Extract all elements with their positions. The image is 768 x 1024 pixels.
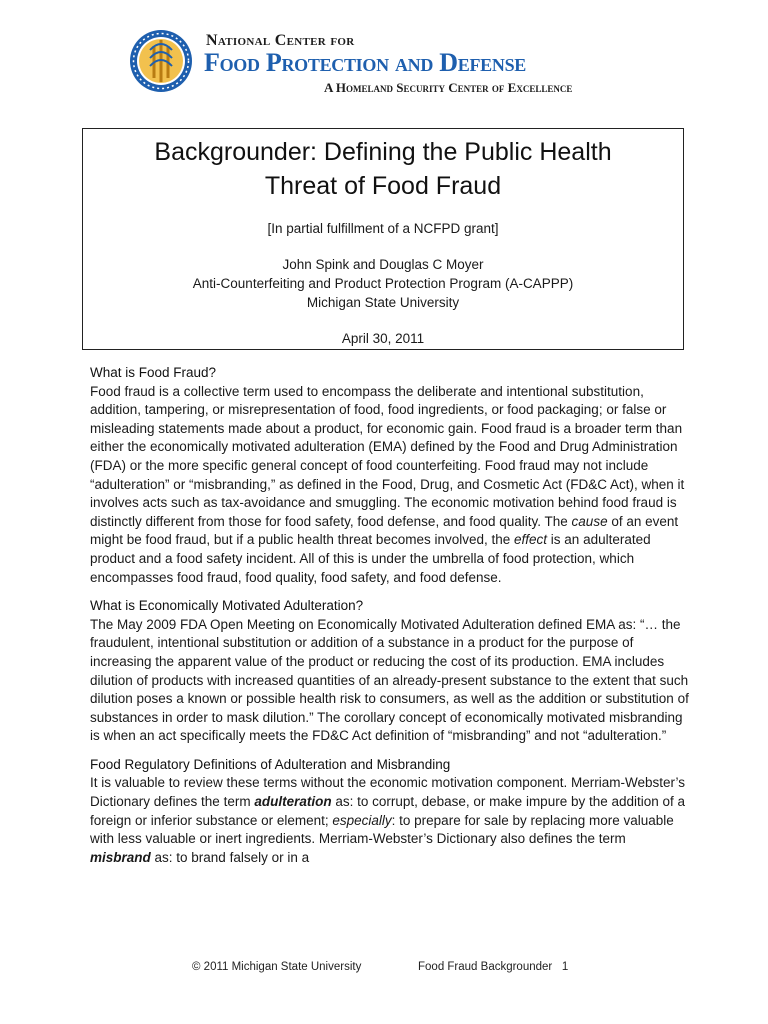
footer-doc-title: Food Fraud Backgrounder xyxy=(418,961,553,973)
footer-doc-info xyxy=(418,961,568,973)
text-span: of an event might be food fraud, but if a public health threat becomes involved, the xyxy=(90,513,679,548)
emphasis-cause: cause xyxy=(571,513,608,529)
paragraph-ema: The May 2009 FDA Open Meeting on Economically Motivated Adulteration defined EMA as: “… the fraudulent, intentional substitution or addition of a substance in a product for the purpose of increasing the apparent value of the product or reducing the cost of its production. EMA includes dilution of products with increased quantities of an already-present substance to the extent that such dilution poses a known or possible health risk to consumers, as well as the addition or substitution of substances in order to mask dilution.” The corollary concept of economically motivated misbranding is when an act specifically meets the FD&C Act definition of “misbranding” and not “adulteration.” xyxy=(90,616,689,744)
term-adulteration: adulteration xyxy=(254,794,332,810)
term-misbrand: misbrand xyxy=(90,849,151,865)
text-span: Food fraud is a collective term used to encompass the deliberate and intentional substitution, addition, tampering, or misrepresentation of food, food ingredients, or food packaging; or false or misleading statements made about a product, for economic gain. Food fraud is a broader term than either the economically motivated adulteration (EMA) defined by the Food and Drug Administration (FDA) or the more specific general concept of food counterfeiting. Food fraud may not include “adulteration” or “misbranding,” as defined in the Food, Drug, and Cosmetic Act (FD&C Act), when it involves acts such as tax-avoidance and smuggling. The economic motivation behind food fraud is distinctly different from those for food safety, food defense, and food quality. The xyxy=(90,383,685,529)
title-line2: Threat of Food Fraud xyxy=(264,172,502,200)
text-span: as: to brand falsely or in a xyxy=(150,849,310,865)
page-number: 1 xyxy=(561,961,569,973)
fulfillment-note: [In partial fulfillment of a NCFPD grant] xyxy=(267,221,499,236)
text-span: is an adulterated product and a food safety incident. All of this is under the umbrella of food protection, which encompasses food fraud, food quality, food safety, and food defense. xyxy=(90,532,651,585)
emphasis-especially: especially xyxy=(332,812,392,828)
section-heading-food-fraud: What is Food Fraud? xyxy=(90,365,217,380)
document-date: April 30, 2011 xyxy=(341,331,425,346)
paragraph-definitions xyxy=(90,774,690,867)
text-span: as: to corrupt, debase, or make impure by the addition of a foreign or inferior substance or element; xyxy=(90,794,686,828)
paragraph-food-fraud xyxy=(90,383,690,588)
program-name: Anti-Counterfeiting and Product Protection Program (A-CAPPP) xyxy=(192,276,574,291)
title-line1: Backgrounder: Defining the Public Health xyxy=(154,138,612,166)
document-body xyxy=(90,364,690,877)
ncfpd-header xyxy=(128,24,628,102)
title-box xyxy=(82,128,684,350)
footer-copyright: © 2011 Michigan State University xyxy=(192,961,362,973)
university: Michigan State University xyxy=(306,295,460,310)
document-title xyxy=(83,135,683,203)
section-heading-definitions: Food Regulatory Definitions of Adulteration and Misbranding xyxy=(90,756,451,772)
emphasis-effect: effect xyxy=(514,532,548,548)
authors: John Spink and Douglas C Moyer xyxy=(282,257,484,272)
text-span: It is valuable to review these terms without the economic motivation component. Merriam-Webster’s Dictionary defines the term xyxy=(90,775,686,810)
text-span: : to prepare for sale by replacing more valuable with less valuable or inert ingredients. Merriam-Webster’s Dictionary also defines the term xyxy=(90,812,674,847)
org-name-line1: National Center for xyxy=(206,32,355,49)
ncfpd-seal-logo xyxy=(128,28,194,94)
org-name-line2: Food Protection and Defense xyxy=(204,48,526,77)
org-tagline: A Homeland Security Center of Excellence xyxy=(324,80,573,95)
section-heading-ema: What is Economically Motivated Adulteration? xyxy=(90,598,364,614)
